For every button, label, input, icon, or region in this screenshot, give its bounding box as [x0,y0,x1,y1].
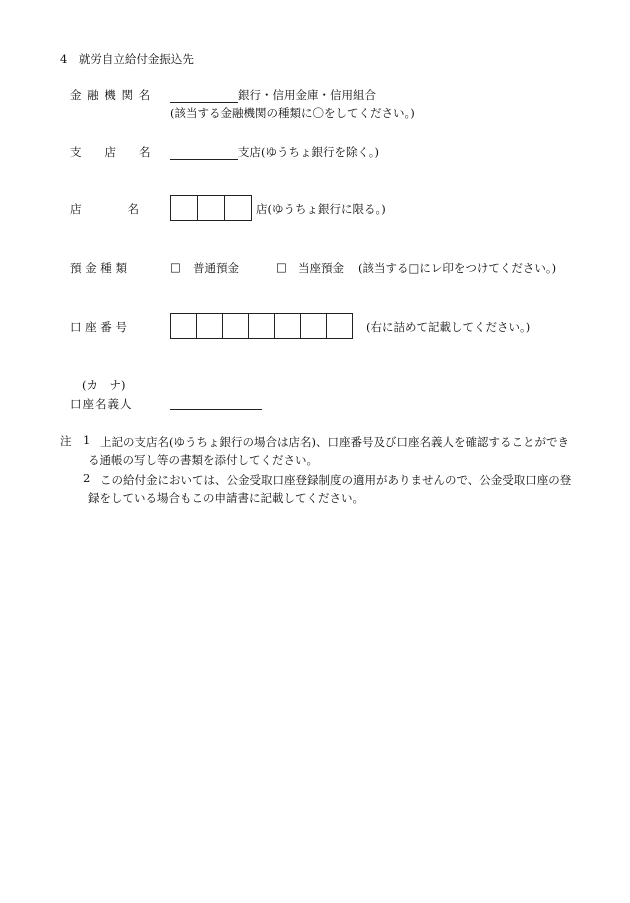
store-name-label: 店 名 [70,202,139,216]
note-2-line-1: この給付金においては、公金受取口座登録制度の適用がありませんので、公金受取口座の登 [100,473,572,487]
branch-name-row [170,144,379,160]
account-number-box[interactable] [223,314,249,338]
deposit-option-ordinary-checkbox[interactable]: □ [170,260,181,274]
account-number-box[interactable] [171,314,197,338]
account-number-box[interactable] [249,314,275,338]
note-1-line-2: る通帳の写し等の書類を添付してください。 [88,453,318,467]
deposit-type-label: 預 金 種 類 [70,261,127,275]
note-2-number: 2 [83,471,91,485]
bank-name-label: 金 融 機 関 名 [70,88,152,102]
note-1-line-1: 上記の支店名(ゆうちょ銀行の場合は店名)、口座番号及び口座名義人を確認することができ [100,435,569,449]
bank-type-text: 銀行・信用金庫・信用組合 [238,88,376,102]
note-1-number: 1 [83,433,91,447]
store-code-box[interactable] [198,196,225,220]
deposit-option-current-label: 当座預金 [298,261,344,275]
store-code-box[interactable] [171,196,198,220]
store-code-boxes [170,195,252,221]
bank-name-field[interactable] [170,90,238,103]
deposit-option-ordinary-label: 普通預金 [193,261,239,275]
account-number-label: 口 座 番 号 [70,320,127,334]
store-suffix-text: 店(ゆうちょ銀行に限る。) [256,202,386,216]
holder-name-field[interactable] [170,397,262,410]
branch-suffix-text: 支店(ゆうちょ銀行を除く。) [238,145,379,159]
bank-name-row [170,87,376,103]
account-number-box[interactable] [197,314,223,338]
notes-prefix: 注 [60,434,72,448]
account-number-box[interactable] [301,314,327,338]
account-number-boxes [170,313,353,339]
account-number-hint: (右に詰めて記載してください。) [366,320,531,334]
branch-name-field[interactable] [170,147,238,160]
deposit-type-hint: (該当する□にレ印をつけてください。) [358,261,557,275]
bank-type-hint: (該当する金融機関の種類に〇をしてください。) [170,106,415,120]
holder-kana-label: (カ ナ) [82,378,126,392]
note-2-line-2: 録をしている場合もこの申請書に記載してください。 [88,491,364,505]
branch-name-label: 支 店 名 [70,145,151,159]
account-number-box[interactable] [327,314,352,338]
account-number-box[interactable] [275,314,301,338]
section-title: 4 就労自立給付金振込先 [60,52,194,66]
store-code-box[interactable] [225,196,251,220]
holder-name-row [170,396,262,410]
holder-name-label: 口座名義人 [70,397,133,411]
deposit-option-current-checkbox[interactable]: □ [276,260,287,274]
